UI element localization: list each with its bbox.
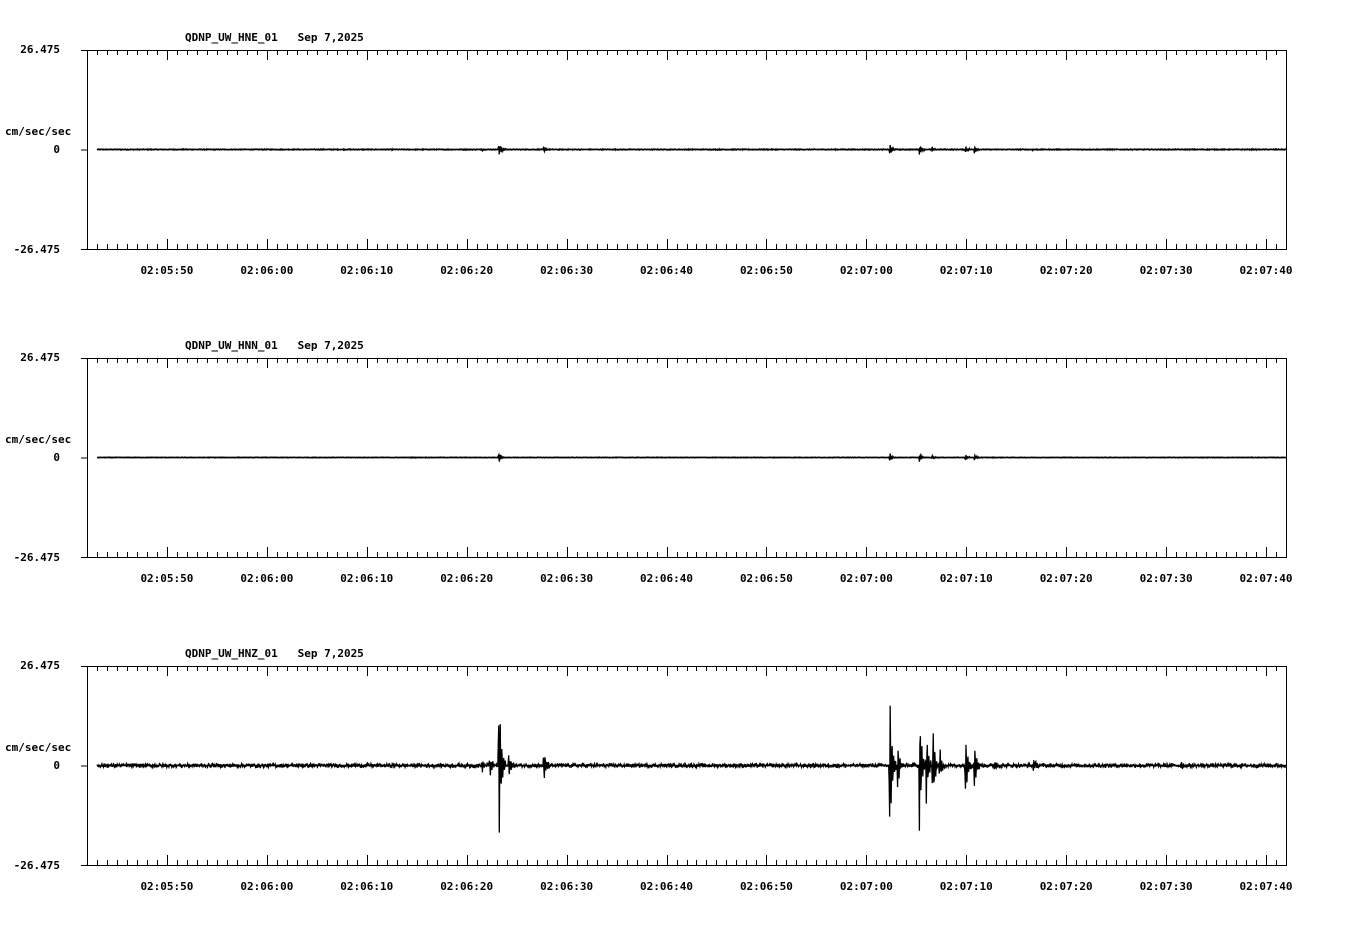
hnn-xtick-label: 02:06:10 (340, 572, 394, 585)
hnz-ymax-label: 26.475 (20, 659, 60, 672)
hnz-xtick-label: 02:06:00 (240, 880, 294, 893)
hnz-xtick-label: 02:06:50 (739, 880, 793, 893)
hnn-xtick-label: 02:07:30 (1139, 572, 1193, 585)
hne-xtick-label: 02:07:10 (939, 264, 993, 277)
hnz-xtick-label: 02:06:10 (340, 880, 394, 893)
hnn-xtick-label: 02:06:30 (540, 572, 594, 585)
hnn-xtick-label: 02:06:50 (739, 572, 793, 585)
hnz-plot (0, 666, 1358, 906)
hnn-xtick-label: 02:07:10 (939, 572, 993, 585)
hnn-xtick-label: 02:07:00 (839, 572, 893, 585)
hnz-xtick-label: 02:05:50 (140, 880, 194, 893)
hnn-xtick-label: 02:07:40 (1239, 572, 1293, 585)
hnz-xtick-label: 02:07:40 (1239, 880, 1293, 893)
hnn-xtick-label: 02:05:50 (140, 572, 194, 585)
hnn-title: QDNP_UW_HNN_01 Sep 7,2025 (185, 339, 364, 352)
hnz-xtick-label: 02:07:00 (839, 880, 893, 893)
hnz-xtick-label: 02:07:30 (1139, 880, 1193, 893)
hnn-panel (0, 339, 1358, 628)
hnz-ymin-label: -26.475 (13, 859, 60, 872)
hnn-xtick-label: 02:06:00 (240, 572, 294, 585)
hnz-panel (0, 647, 1358, 936)
hne-xtick-label: 02:06:40 (640, 264, 694, 277)
hnn-xtick-label: 02:07:20 (1039, 572, 1093, 585)
hne-plot (0, 50, 1358, 290)
hne-ymin-label: -26.475 (13, 243, 60, 256)
hne-xtick-label: 02:07:00 (839, 264, 893, 277)
hne-xtick-label: 02:07:20 (1039, 264, 1093, 277)
hne-xtick-label: 02:06:00 (240, 264, 294, 277)
hnn-plot (0, 358, 1358, 598)
hnn-ylabel: cm/sec/sec (5, 433, 72, 446)
hne-xtick-label: 02:06:20 (440, 264, 494, 277)
hne-ylabel: cm/sec/sec (5, 125, 72, 138)
hnz-waveform (97, 706, 1286, 833)
hnz-ylabel: cm/sec/sec (5, 741, 72, 754)
hnn-yzero-label: 0 (53, 451, 60, 464)
hnz-xtick-label: 02:07:10 (939, 880, 993, 893)
hne-xtick-label: 02:07:40 (1239, 264, 1293, 277)
hne-yzero-label: 0 (53, 143, 60, 156)
hne-xtick-label: 02:06:10 (340, 264, 394, 277)
hnz-xtick-label: 02:06:30 (540, 880, 594, 893)
hnn-ymin-label: -26.475 (13, 551, 60, 564)
hnn-xtick-label: 02:06:40 (640, 572, 694, 585)
hnz-title: QDNP_UW_HNZ_01 Sep 7,2025 (185, 647, 364, 660)
hne-xtick-label: 02:05:50 (140, 264, 194, 277)
hne-xtick-label: 02:06:50 (739, 264, 793, 277)
hne-ymax-label: 26.475 (20, 43, 60, 56)
hne-title: QDNP_UW_HNE_01 Sep 7,2025 (185, 31, 364, 44)
hnz-xtick-label: 02:06:40 (640, 880, 694, 893)
hnn-ymax-label: 26.475 (20, 351, 60, 364)
hne-panel (0, 31, 1358, 320)
hnz-xtick-label: 02:07:20 (1039, 880, 1093, 893)
hnz-xtick-label: 02:06:20 (440, 880, 494, 893)
hne-xtick-label: 02:07:30 (1139, 264, 1193, 277)
hnn-xtick-label: 02:06:20 (440, 572, 494, 585)
hne-xtick-label: 02:06:30 (540, 264, 594, 277)
hnz-yzero-label: 0 (53, 759, 60, 772)
